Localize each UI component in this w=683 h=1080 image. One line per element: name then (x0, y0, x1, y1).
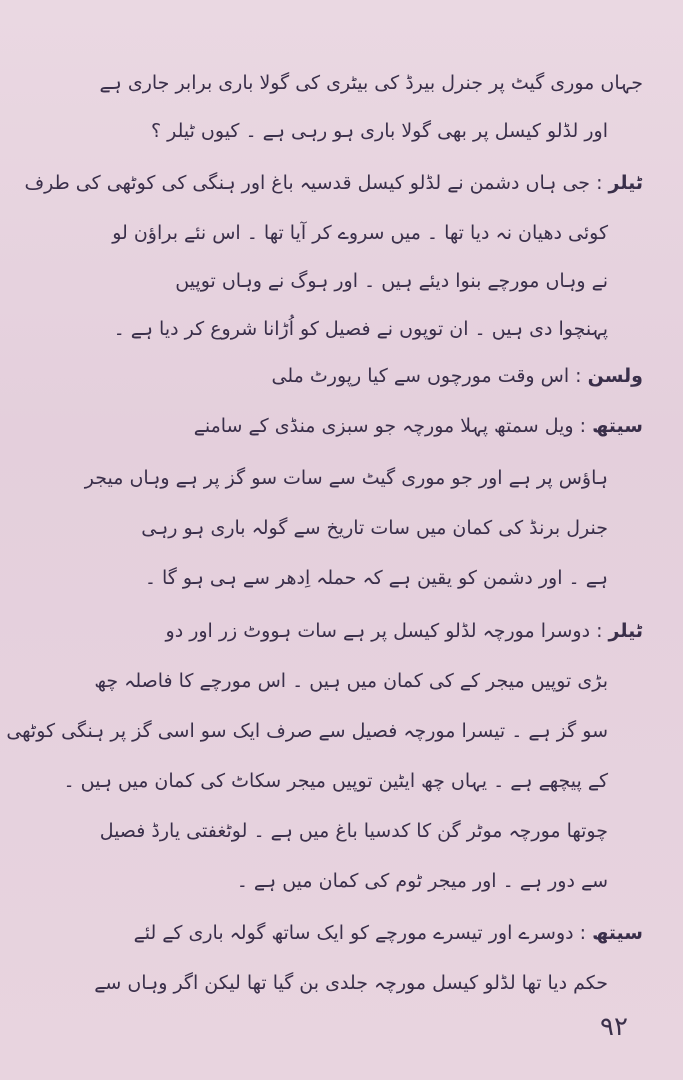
page-number: ۹۲ (600, 1012, 628, 1042)
speaker-name: ٹیلر (608, 172, 643, 194)
dialogue-line (272, 363, 643, 389)
text-line (94, 970, 608, 996)
text-line (6, 718, 608, 744)
line-text: سو گز ہے ۔ تیسرا مورچہ فصیل سے صرف ایک سو اسی گز پر ہنگی کوٹھی (6, 720, 608, 742)
text-line (114, 316, 608, 342)
line-text: حکم دیا تھا لڈلو کیسل مورچہ جلدی بن گیا تھا لیکن اگر وہاں سے (94, 972, 608, 994)
text-line (175, 268, 608, 294)
speaker-name: سیتھ (592, 415, 643, 437)
line-text: بڑی توپیں میجر کے کی کمان میں ہیں ۔ اس مورچے کا فاصلہ چھ (94, 670, 608, 692)
line-text: جنرل برنڈ کی کمان میں سات تاریخ سے گولہ باری ہو رہی (141, 517, 608, 539)
speaker-name: ٹیلر (608, 620, 643, 642)
line-text: چوتھا مورچہ موٹر گن کا کدسیا باغ میں ہے ۔ لوٹغفتی یارڈ فصیل (99, 820, 608, 842)
line-text: : دوسرے اور تیسرے مورچے کو ایک ساتھ گولہ باری کے لئے (133, 922, 587, 944)
text-line (151, 118, 608, 144)
line-text: نے وہاں مورچے بنوا دیئے ہیں ۔ اور ہوگ نے وہاں توپیں (175, 270, 608, 292)
text-line (94, 668, 608, 694)
dialogue-line (194, 413, 643, 439)
text-line (100, 70, 643, 96)
line-text: کوئی دھیان نہ دیا تھا ۔ میں سروے کر آیا تھا ۔ اس نئے براؤن لو (112, 222, 608, 244)
line-text: پہنچوا دی ہیں ۔ ان توپوں نے فصیل کو اُڑانا شروع کر دیا ہے ۔ (113, 318, 608, 340)
text-line (112, 220, 608, 246)
dialogue-line (166, 618, 643, 644)
line-text: جہاں موری گیٹ پر جنرل بیرڈ کی بیٹری کی گولا باری برابر جاری ہے (99, 72, 643, 94)
line-text: : جی ہاں دشمن نے لڈلو کیسل قدسیہ باغ اور ہنگی کی کوٹھی کی طرف (24, 172, 603, 194)
text-line (63, 768, 608, 794)
speaker-name: سیتھ (592, 922, 643, 944)
line-text: : دوسرا مورچہ لڈلو کیسل پر ہے سات ہووٹ زر اور دو (165, 620, 603, 642)
text-line (141, 515, 608, 541)
speaker-name: ولسن (587, 365, 643, 387)
line-text: اور لڈلو کیسل پر بھی گولا باری ہو رہی ہے ۔ کیوں ٹیلر ؟ (150, 120, 608, 142)
text-line (237, 868, 608, 894)
text-line (145, 565, 608, 591)
line-text: کے پیچھے ہے ۔ یہاں چھ ایٹین توپیں میجر سکاٹ کی کمان میں ہیں ۔ (63, 770, 608, 792)
text-line (85, 465, 608, 491)
line-text: : ویل سمتھ پہلا مورچہ جو سبزی منڈی کے سامنے (193, 415, 587, 437)
line-text: : اس وقت مورچوں سے کیا رپورٹ ملی (271, 365, 582, 387)
line-text: ہاؤس پر ہے اور جو موری گیٹ سے سات سو گز پر ہے وہاں میجر (84, 467, 608, 489)
text-line (100, 818, 608, 844)
line-text: سے دور ہے ۔ اور میجر ٹوم کی کمان میں ہے ۔ (236, 870, 608, 892)
line-text: ہے ۔ اور دشمن کو یقین ہے کہ حملہ اِدھر سے ہی ہو گا ۔ (144, 567, 608, 589)
dialogue-line (134, 920, 643, 946)
dialogue-line (24, 170, 643, 196)
